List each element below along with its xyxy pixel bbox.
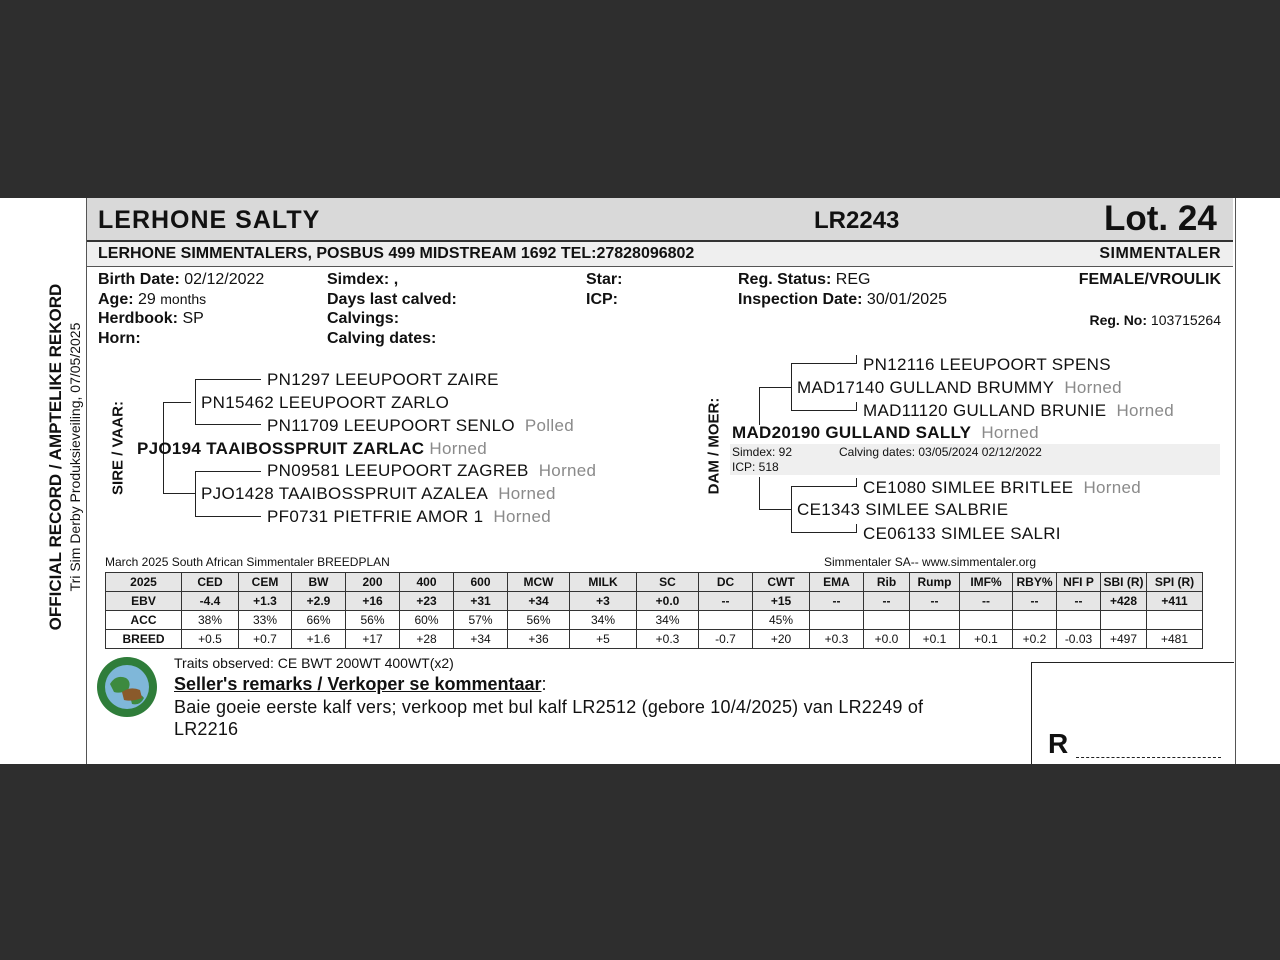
value-cell: +34 [508,592,570,611]
value-cell: +0.3 [810,630,864,649]
value-cell: +34 [454,630,508,649]
header-cell: BW [292,573,346,592]
value-cell: +0.1 [910,630,960,649]
sire-side-label: SIRE / VAAR: [109,401,127,495]
value-cell: +1.6 [292,630,346,649]
header-cell: MILK [570,573,637,592]
ebv-table [105,572,1203,649]
dam-sire-dam-name: MAD11120 GULLAND BRUNIE [863,401,1107,420]
sale-name-label: Tri Sim Derby Produksieveiling, 07/05/2025 [67,322,83,592]
value-cell: +16 [346,592,400,611]
remarks-line-1: Baie goeie eerste kalf vers; verkoop met bul kalf LR2512 (gebore 10/4/2025) van LR2249 of [174,697,924,717]
dam-sire-dam [863,401,1174,421]
value-cell: +28 [400,630,454,649]
age-value: 29 [138,291,156,308]
sire-name: PJO194 TAAIBOSSPRUIT ZARLAC [137,439,425,458]
value-cell: -- [910,592,960,611]
inspection-date-label: Inspection Date: [738,291,863,308]
value-cell: +497 [1101,630,1147,649]
dam-sire-name: MAD17140 GULLAND BRUMMY [797,378,1055,397]
value-cell: +0.1 [960,630,1013,649]
value-cell: 38% [182,611,239,630]
birth-date [98,271,264,289]
value-cell: ACC [106,611,182,630]
value-cell: 33% [239,611,292,630]
value-cell: +428 [1101,592,1147,611]
value-cell [1013,611,1057,630]
header-cell: Rump [910,573,960,592]
dam-sire [797,378,1122,398]
dam-sire-sire: PN12116 LEEUPOORT SPENS [863,355,1111,374]
value-cell: -- [1057,592,1101,611]
value-cell: 66% [292,611,346,630]
dam-dam-dam: CE06133 SIMLEE SALRI [863,524,1061,543]
remarks-colon: : [541,674,547,694]
age-unit: months [160,291,207,307]
sire-dam-name: PJO1428 TAAIBOSSPRUIT AZALEA [201,484,489,503]
inspection-date [738,291,947,309]
value-cell [864,611,910,630]
value-cell: 57% [454,611,508,630]
days-last-calved-label: Days last calved: [327,291,457,308]
value-cell: +17 [346,630,400,649]
value-cell: 34% [570,611,637,630]
header-cell: SBI (R) [1101,573,1147,592]
herdbook-value: SP [182,310,204,327]
dam-calving-dates: Calving dates: 03/05/2024 02/12/2022 [839,445,1042,459]
sire-dam-horn: Horned [498,484,556,503]
animal-id: LR2243 [814,207,900,234]
header-cell: SC [637,573,699,592]
official-record-label: OFFICIAL RECORD / AMPTELIKE REKORD [46,283,65,631]
value-cell: +2.9 [292,592,346,611]
horn-label: Horn: [98,330,141,347]
header-cell: 200 [346,573,400,592]
value-cell: +31 [454,592,508,611]
value-cell: -- [1013,592,1057,611]
value-cell: +0.7 [239,630,292,649]
dam [732,423,1039,443]
header-cell: 2025 [106,573,182,592]
sire-dam-sire [267,461,596,481]
reg-status-value: REG [835,271,871,288]
value-cell: +411 [1147,592,1203,611]
dam-side-label: DAM / MOER: [705,397,723,495]
header-cell: CEM [239,573,292,592]
breedplan-caption: March 2025 South African Simmentaler BREEDPLAN [105,555,390,569]
simmentaler-logo [96,656,158,718]
sire-dam-sire-horn: Horned [538,461,597,480]
lot-card [0,198,1280,764]
value-cell [1147,611,1203,630]
sire-sire-sire: PN1297 LEEUPOORT ZAIRE [267,370,499,389]
dam-sire-horn: Horned [1064,378,1122,397]
header-cell: CED [182,573,239,592]
dam-dam-sire-name: CE1080 SIMLEE BRITLEE [863,478,1074,497]
simdex-label: Simdex: , [327,271,399,288]
header-cell: IMF% [960,573,1013,592]
sire [137,439,487,459]
dam-sire-dam-horn: Horned [1116,401,1175,420]
calvings-label: Calvings: [327,310,400,327]
value-cell: 56% [508,611,570,630]
header-cell: DC [699,573,753,592]
value-cell: +0.3 [637,630,699,649]
value-cell: -- [864,592,910,611]
inspection-date-value: 30/01/2025 [866,291,947,308]
row-2 [106,630,1203,649]
value-cell: 34% [637,611,699,630]
sire-sire-dam [267,416,574,436]
sex-label: FEMALE/VROULIK [1078,271,1221,288]
star-label: Star: [586,271,623,288]
value-cell: BREED [106,630,182,649]
sire-dam-sire-name: PN09581 LEEUPOORT ZAGREB [267,461,529,480]
dam-dam-sire-horn: Horned [1083,478,1142,497]
birth-date-value: 02/12/2022 [184,271,265,288]
sire-dam-dam-name: PF0731 PIETFRIE AMOR 1 [267,507,484,526]
value-cell: -4.4 [182,592,239,611]
reg-number-label: Reg. No: [1089,312,1148,328]
value-cell: +0.0 [637,592,699,611]
sire-dam [201,484,556,504]
breeder-address: LERHONE SIMMENTALERS, POSBUS 499 MIDSTREAM 1692 TEL:27828096802 [98,245,695,262]
header-cell: Rib [864,573,910,592]
sire-sire: PN15462 LEEUPOORT ZARLO [201,393,450,412]
dam-dam-sire [863,478,1141,498]
value-cell: 45% [753,611,810,630]
herdbook [98,310,204,328]
birth-date-label: Birth Date: [98,271,180,288]
value-cell: 60% [400,611,454,630]
value-cell: EBV [106,592,182,611]
value-cell: +0.2 [1013,630,1057,649]
remarks-heading [174,674,547,695]
header-cell: 400 [400,573,454,592]
sire-sire-dam-horn: Polled [524,416,574,435]
age [98,291,206,309]
value-cell: +5 [570,630,637,649]
value-cell [810,611,864,630]
value-cell: +3 [570,592,637,611]
value-cell: -0.03 [1057,630,1101,649]
dam-dam: CE1343 SIMLEE SALBRIE [797,500,1009,519]
header-cell: 600 [454,573,508,592]
dam-simdex: Simdex: 92 [732,445,793,459]
value-cell: +23 [400,592,454,611]
value-cell [1057,611,1101,630]
value-cell: +20 [753,630,810,649]
traits-observed: Traits observed: CE BWT 200WT 400WT(x2) [174,655,454,671]
value-cell [960,611,1013,630]
age-label: Age: [98,291,134,308]
value-cell: -- [699,592,753,611]
value-cell: +481 [1147,630,1203,649]
society-caption: Simmentaler SA-- www.simmentaler.org [824,555,1037,569]
lot-number: Lot. 24 [1104,199,1217,238]
reg-number [1089,312,1221,328]
herdbook-label: Herdbook: [98,310,178,327]
header-cell: SPI (R) [1147,573,1203,592]
dam-name: MAD20190 GULLAND SALLY [732,423,972,442]
remarks-title: Seller's remarks / Verkoper se kommentaar [174,674,542,694]
value-cell: -- [960,592,1013,611]
value-cell: +1.3 [239,592,292,611]
animal-name: LERHONE SALTY [98,206,321,234]
value-cell: +0.0 [864,630,910,649]
row-0 [106,592,1203,611]
sire-horn: Horned [429,439,487,458]
value-cell: 56% [346,611,400,630]
header-row [106,573,1203,592]
value-cell: -0.7 [699,630,753,649]
icp-label: ICP: [586,291,618,308]
value-cell [910,611,960,630]
reg-number-value: 103715264 [1150,312,1221,328]
price-prefix: R [1048,728,1069,759]
dam-horn: Horned [981,423,1039,442]
value-cell [699,611,753,630]
reg-status-label: Reg. Status: [738,271,832,288]
value-cell: +15 [753,592,810,611]
calving-dates-label: Calving dates: [327,330,437,347]
value-cell: +0.5 [182,630,239,649]
value-cell: -- [810,592,864,611]
value-cell [1101,611,1147,630]
remarks-line-2: LR2216 [174,719,239,739]
header-cell: CWT [753,573,810,592]
sire-dam-dam-horn: Horned [493,507,551,526]
header-cell: EMA [810,573,864,592]
sire-sire-dam-name: PN11709 LEEUPOORT SENLO [267,416,515,435]
row-1 [106,611,1203,630]
header-cell: RBY% [1013,573,1057,592]
reg-status [738,271,870,289]
value-cell: +36 [508,630,570,649]
breed-name: SIMMENTALER [1099,245,1221,262]
header-cell: MCW [508,573,570,592]
sire-dam-dam [267,507,551,527]
price-blank-line[interactable] [1076,757,1221,758]
dam-icp: ICP: 518 [732,460,779,474]
header-cell: NFI P [1057,573,1101,592]
